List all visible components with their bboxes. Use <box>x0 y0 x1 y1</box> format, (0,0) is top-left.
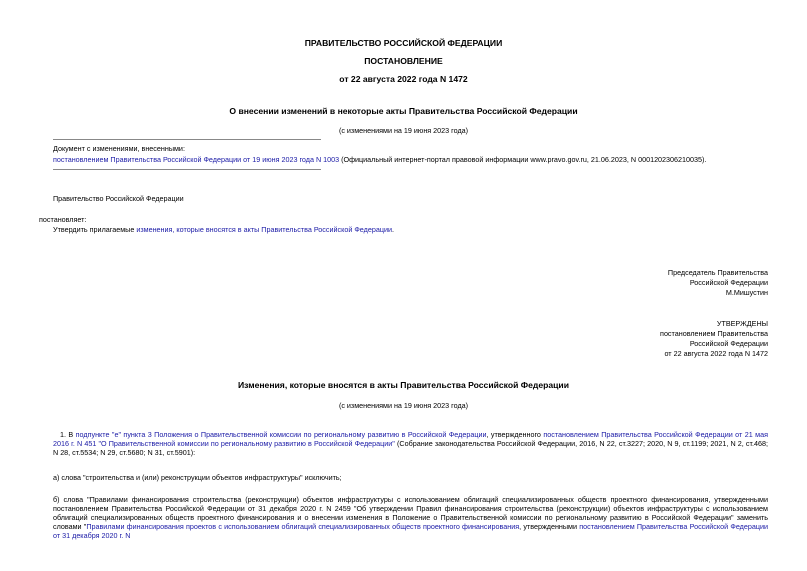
pb-link-resolution[interactable]: постановлением Правительства Российской Федерации от 31 декабря 2020 г. N <box>53 522 768 540</box>
approved-country: Российской Федерации <box>689 339 768 348</box>
approve-link[interactable]: изменения, которые вносятся в акты Правительства Российской Федерации <box>136 225 392 234</box>
pb-text-b: , утвержденными <box>519 522 580 531</box>
changes-title: Изменения, которые вносятся в акты Правительства Российской Федерации <box>237 380 569 390</box>
changes-source-link[interactable]: постановлением Правительства Российской Федерации от 19 июня 2023 года N 1003 <box>53 155 340 164</box>
signature-position: Председатель Правительства <box>667 268 768 277</box>
approve-text: Утвердить прилагаемые <box>53 225 137 234</box>
approve-end: . <box>391 225 394 234</box>
paragraph-a: а) слова "строительства и (или) реконструкции объектов инфраструктуры" исключить; <box>53 473 342 482</box>
p1-text-a: 1. В <box>60 430 76 439</box>
p1-link-resolution[interactable]: постановлением Правительства Российской Федерации от 21 мая 2016 г. N 451 "О Правительственной комиссии по региональному развитию в Российской Федерации" <box>53 430 768 448</box>
changes-amendment-note: (с изменениями на 19 июня 2023 года) <box>338 401 469 410</box>
signature-country: Российской Федерации <box>689 278 768 287</box>
decides-line: постановляет: <box>39 215 87 224</box>
p1-text-b: , утвержденного <box>486 430 544 439</box>
government-line: Правительство Российской Федерации <box>53 194 184 203</box>
approved-heading: УТВЕРЖДЕНЫ <box>716 319 768 328</box>
paragraph-1 <box>53 430 768 457</box>
divider-top <box>53 139 321 140</box>
changes-label: Документ с изменениями, внесенными: <box>53 144 185 153</box>
approved-date: от 22 августа 2022 года N 1472 <box>664 349 768 358</box>
paragraph-b <box>53 495 768 540</box>
approve-line <box>53 225 394 234</box>
p1-link-regulation[interactable]: подпункте "е" пункта 3 Положения о Правительственной комиссии по региональному развитию в Российской Федерации <box>75 430 487 439</box>
pb-link-rules[interactable]: Правилами финансирования проектов с использованием облигаций специализированных обществ проектного финансирования <box>86 522 520 531</box>
document-date-number: от 22 августа 2022 года N 1472 <box>339 74 468 84</box>
p1-text-c: (Собрание законодательства Российской Федерации, 2016, N 22, ст.3227; 2020, N 9, ст.1199; 2021, N 2, ст.468; N 28, ст.5534; N 29, ст.5680; N 31, ст.5901): <box>53 439 769 457</box>
government-heading: ПРАВИТЕЛЬСТВО РОССИЙСКОЙ ФЕДЕРАЦИИ <box>304 38 503 48</box>
document-type: ПОСТАНОВЛЕНИЕ <box>364 56 443 66</box>
divider-bottom <box>53 169 321 170</box>
changes-source <box>53 155 768 164</box>
signature-name: М.Мишустин <box>725 288 768 297</box>
amendment-note: (с изменениями на 19 июня 2023 года) <box>338 126 469 135</box>
approved-by: постановлением Правительства <box>660 329 768 338</box>
changes-source-text: (Официальный интернет-портал правовой информации www.pravo.gov.ru, 21.06.2023, N 0001202306210035). <box>339 155 707 164</box>
document-title: О внесении изменений в некоторые акты Правительства Российской Федерации <box>229 106 578 116</box>
pb-text-a: б) слова "Правилами финансирования строительства (реконструкции) объектов инфраструктуры с использованием облигаций специализированных обществ проектного финансирования, утвержденными постановлением Правительства Российской Федерации от 31 декабря 2020 г. N 2459 "Об утверждении Правил финансирования строительства (реконструкции) объектов инфраструктуры с использованием облигаций специализированных обществ проектного финансирования и о внесении изменения в Положение о Правительственной комиссии по региональному развитию в Российской Федерации" заменить словами " <box>53 495 768 531</box>
